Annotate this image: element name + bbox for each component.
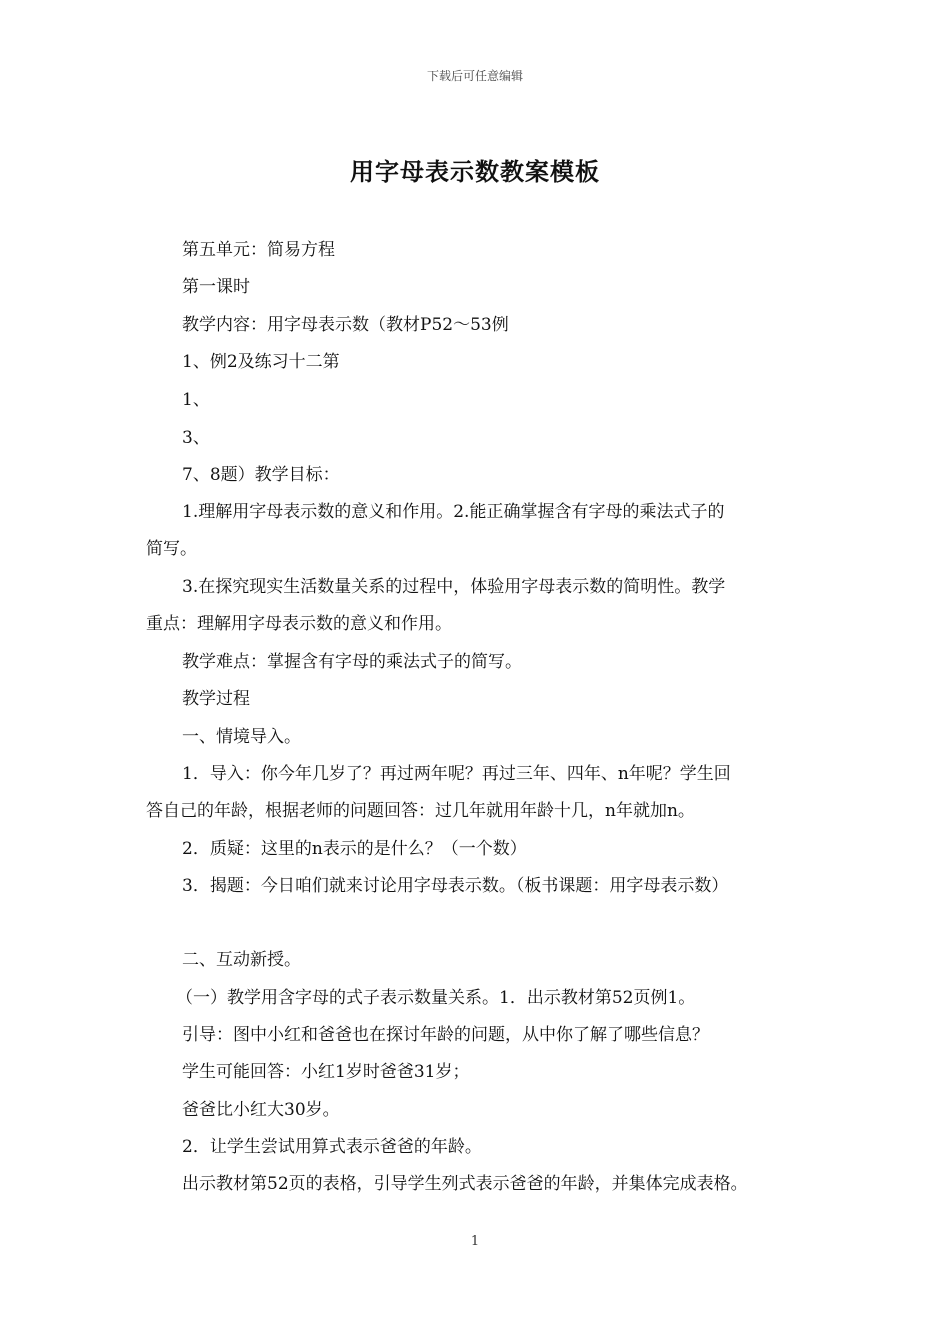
paragraph-line-cont: 答自己的年龄，根据老师的问题回答：过几年就用年龄十几，n年就加n。 [146, 801, 695, 821]
paragraph-line: 2．让学生尝试用算式表示爸爸的年龄。 [182, 1137, 482, 1157]
paragraph-line: 学生可能回答：小红1岁时爸爸31岁； [182, 1062, 470, 1082]
section-heading: 一、情境导入。 [182, 727, 301, 747]
difficulty-line: 教学难点：掌握含有字母的乘法式子的简写。 [182, 652, 522, 672]
objective-line-cont: 简写。 [146, 539, 197, 559]
process-heading: 教学过程 [182, 689, 250, 709]
page-header: 下载后可任意编辑 [426, 69, 523, 83]
paragraph-line: 引导：图中小红和爸爸也在探讨年龄的问题，从中你了解了哪些信息？ [182, 1025, 709, 1045]
paragraph-line: 1、 [182, 390, 210, 410]
paragraph-line: 2．质疑：这里的n表示的是什么？（一个数） [182, 839, 527, 859]
paragraph-line: 3、 [182, 428, 210, 448]
paragraph-line: 爸爸比小红大30岁。 [182, 1100, 340, 1120]
objectives-heading-line: 7、8题）教学目标： [182, 465, 340, 485]
paragraph-line: （一）教学用含字母的式子表示数量关系。1．出示教材第52页例1。 [176, 988, 696, 1008]
unit-line: 第五单元：简易方程 [182, 240, 335, 260]
key-point-line: 重点：理解用字母表示数的意义和作用。 [146, 614, 452, 634]
objective-line: 1.理解用字母表示数的意义和作用。2.能正确掌握含有字母的乘法式子的 [182, 502, 725, 522]
lesson-line: 第一课时 [182, 277, 250, 297]
page-number: 1 [470, 1234, 480, 1249]
content-line: 教学内容：用字母表示数（教材P52～53例 [182, 315, 509, 335]
section-heading: 二、互动新授。 [182, 950, 301, 970]
paragraph-line: 出示教材第52页的表格，引导学生列式表示爸爸的年龄，并集体完成表格。 [182, 1174, 748, 1194]
paragraph-line: 3．揭题：今日咱们就来讨论用字母表示数。（板书课题：用字母表示数） [182, 876, 729, 896]
paragraph-line: 1、例2及练习十二第 [182, 352, 340, 372]
paragraph-line: 1．导入：你今年几岁了？再过两年呢？再过三年、四年、n年呢？学生回 [182, 764, 731, 784]
objective-line: 3.在探究现实生活数量关系的过程中，体验用字母表示数的简明性。教学 [182, 577, 726, 597]
document-title: 用字母表示数教案模板 [350, 158, 600, 186]
